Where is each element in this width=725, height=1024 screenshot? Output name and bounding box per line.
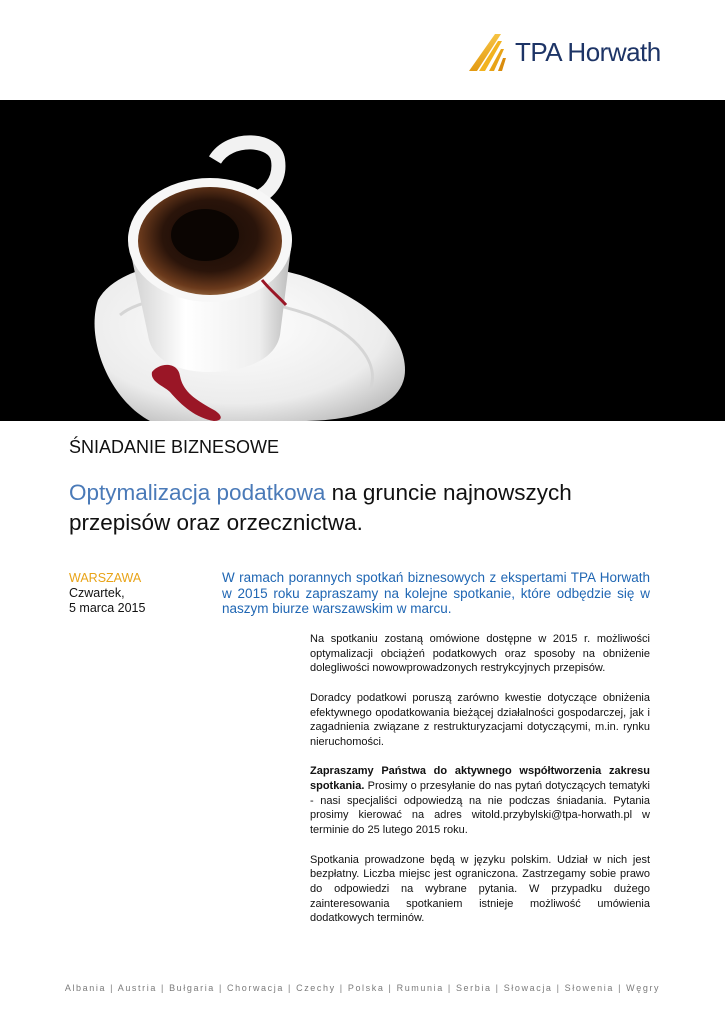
hero-image-coffee-cup (0, 100, 725, 421)
body-paragraph-2: Doradcy podatkowi poruszą zarówno kwestie dotyczące obniżenia efektywnego opodatkowania bieżącej działalności gospodarczej, jak i zagadnienia związane z restrukturyzacjami dotyczącymi, m.in. rynku nieruchomości. (310, 691, 650, 748)
event-date: 5 marca 2015 (69, 601, 146, 615)
event-city: WARSZAWA (69, 571, 142, 585)
event-type-heading: ŚNIADANIE BIZNESOWE (69, 437, 280, 457)
event-day: Czwartek, (69, 586, 125, 600)
body-paragraph-3 (310, 764, 650, 838)
body-paragraph-3-bold: Zapraszamy Państwa do aktywnego współtworzenia zakresu spotkania. (310, 765, 650, 792)
event-meta (69, 571, 145, 616)
company-logo (467, 30, 667, 74)
event-title-rest: na gruncie najnowszych przepisów oraz orzecznictwa. (69, 480, 572, 535)
event-title-accent: Optymalizacja podatkowa (69, 480, 326, 505)
body-paragraph-3-rest: Prosimy o przesyłanie do nas pytań dotyczących tematyki - nasi specjaliści odpowiedzą na nie podczas śniadania. Pytania prosimy kierować na adres witold.przybylski@tpa-horwath.pl w terminie do 25 lutego 2015 roku. (310, 780, 650, 837)
intro-paragraph: W ramach porannych spotkań biznesowych z ekspertami TPA Horwath w 2015 roku zapraszamy na kolejne spotkanie, które odbędzie się w naszym biurze warszawskim w marcu. (222, 570, 650, 616)
logo-mark-icon (467, 31, 517, 73)
logo-text: TPA Horwath (515, 36, 661, 67)
body-paragraph-1: Na spotkaniu zostaną omówione dostępne w 2015 r. możliwości optymalizacji obciążeń podatkowych oraz sposoby na obniżenie dolegliwości nowowprowadzonych restrykcyjnych przepisów. (310, 633, 650, 675)
event-title (69, 478, 669, 538)
footer-country-list: Albania | Austria | Bułgaria | Chorwacja | Czechy | Polska | Rumunia | Serbia | Słowacja | Słowenia | Węgry (64, 983, 661, 993)
body-text (310, 632, 650, 941)
body-paragraph-4: Spotkania prowadzone będą w języku polskim. Udział w nich jest bezpłatny. Liczba miejsc jest ograniczona. Zastrzegamy sobie prawo do odpowiedzi na wybrane pytania. W przypadku dużego zainteresowania spotkaniem istnieje możliwość umówienia dodatkowych terminów. (310, 853, 650, 925)
